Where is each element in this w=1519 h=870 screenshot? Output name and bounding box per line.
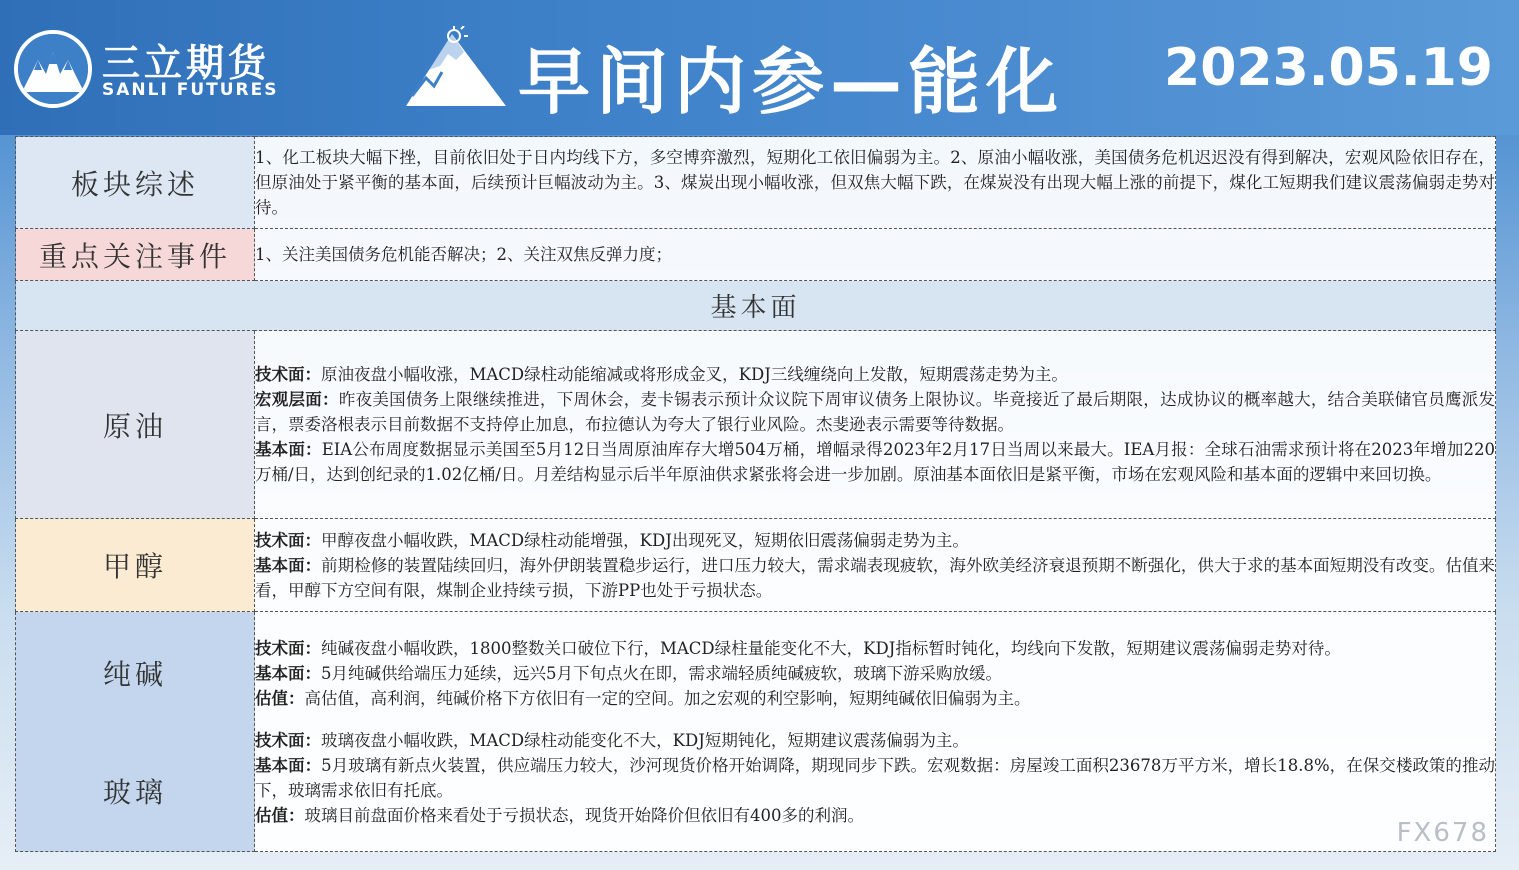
- section-row: [16, 281, 1496, 331]
- overview-text: 1、化工板块大幅下挫，目前依旧处于日内均线下方，多空博弈激烈，短期化工依旧偏弱为主。2、原油小幅收涨，美国债务危机迟迟没有得到解决，宏观风险依旧存在，但原油处于紧平衡的基本面，后续预计巨幅波动为主。3、煤炭出现小幅收涨，但双焦大幅下跌，在煤炭没有出现大幅上涨的前提下，煤化工短期我们建议震荡偏弱走势对待。: [255, 137, 1496, 229]
- soda-glass-row: [16, 612, 1496, 852]
- watermark: FX678: [1396, 818, 1489, 848]
- soda-label: 纯碱: [102, 657, 167, 691]
- overview-row: [16, 137, 1496, 229]
- crude-macro: 宏观层面：昨夜美国债务上限继续推进，下周休会，麦卡锡表示预计众议院下周审议债务上限协议。毕竟接近了最后期限，达成协议的概率越大，结合美联储官员鹰派发言，票委洛根表示目前数据不支持停止加息，布拉德认为夸大了银行业风险。杰斐逊表示需要等待数据。: [255, 390, 1496, 434]
- focus-text: 1、关注美国债务危机能否解决；2、关注双焦反弹力度；: [255, 229, 1496, 281]
- section-title: 基本面: [16, 281, 1496, 331]
- focus-row: [16, 229, 1496, 281]
- methanol-row: [16, 519, 1496, 612]
- report-date: 2023.05.19: [1164, 38, 1493, 98]
- mountain-icon: [402, 26, 510, 110]
- glass-valuation: 估值：玻璃目前盘面价格来看处于亏损状态，现货开始降价但依旧有400多的利润。: [255, 805, 864, 825]
- company-name-cn: 三立期货: [102, 41, 271, 85]
- sanli-logo-icon: [14, 30, 92, 108]
- focus-label: 重点关注事件: [16, 229, 255, 281]
- soda-valuation: 估值：高估值，高利润，纯碱价格下方依旧有一定的空间。加之宏观的利空影响，短期纯碱依旧偏弱为主。: [255, 688, 1031, 708]
- crude-row: [16, 331, 1496, 519]
- methanol-label: 甲醇: [16, 519, 255, 612]
- soda-glass-content: [255, 612, 1496, 852]
- glass-label: 玻璃: [102, 775, 167, 809]
- crude-tech: 技术面：原油夜盘小幅收涨，MACD绿柱动能缩减或将形成金叉，KDJ三线缠绕向上发散，短期震荡走势为主。: [255, 365, 1068, 384]
- header-banner: [0, 0, 1519, 135]
- spacer: [255, 711, 1495, 728]
- glass-tech: 技术面：玻璃夜盘小幅收跌，MACD绿柱动能变化不大，KDJ短期钝化，短期建议震荡偏弱为主。: [255, 730, 969, 750]
- crude-fundamental: 基本面：EIA公布周度数据显示美国至5月12日当周原油库存大增504万桶，增幅录得2023年2月17日当周以来最大。IEA月报：全球石油需求预计将在2023年增加220万桶/日，达到创纪录的1.02亿桶/日。月差结构显示后半年原油供求紧张将会进一步加剧。原油基本面依旧是紧平衡，市场在宏观风险和基本面的逻辑中来回切换。: [255, 440, 1496, 484]
- soda-tech: 技术面：纯碱夜盘小幅收跌，1800整数关口破位下行，MACD绿柱量能变化不大，KDJ指标暂时钝化，均线向下发散，短期建议震荡偏弱走势对待。: [255, 638, 1341, 658]
- company-name-en: SANLI FUTURES: [102, 80, 279, 100]
- glass-fundamental: 基本面：5月玻璃有新点火装置，供应端压力较大，沙河现货价格开始调降，期现同步下跌。宏观数据：房屋竣工面积23678万平方米，增长18.8%，在保交楼政策的推动下，玻璃需求依旧有托底。: [255, 755, 1496, 800]
- overview-label: 板块综述: [16, 137, 255, 229]
- crude-label: 原油: [16, 331, 255, 519]
- soda-glass-label-cell: [16, 612, 255, 852]
- methanol-tech: 技术面：甲醇夜盘小幅收跌，MACD绿柱动能增强，KDJ出现死叉，短期依旧震荡偏弱走势为主。: [255, 530, 969, 550]
- report-table: [15, 136, 1496, 852]
- methanol-content: [255, 519, 1496, 612]
- methanol-fundamental: 基本面：前期检修的装置陆续回归，海外伊朗装置稳步运行，进口压力较大，需求端表现疲软，海外欧美经济衰退预期不断强化，供大于求的基本面短期没有改变。估值来看，甲醇下方空间有限，煤制企业持续亏损，下游PP也处于亏损状态。: [255, 555, 1496, 600]
- page-title: 早间内参—能化: [518, 40, 1065, 124]
- soda-fundamental: 基本面：5月纯碱供给端压力延续，远兴5月下旬点火在即，需求端轻质纯碱疲软，玻璃下游采购放缓。: [255, 663, 1002, 683]
- crude-content: [255, 331, 1496, 519]
